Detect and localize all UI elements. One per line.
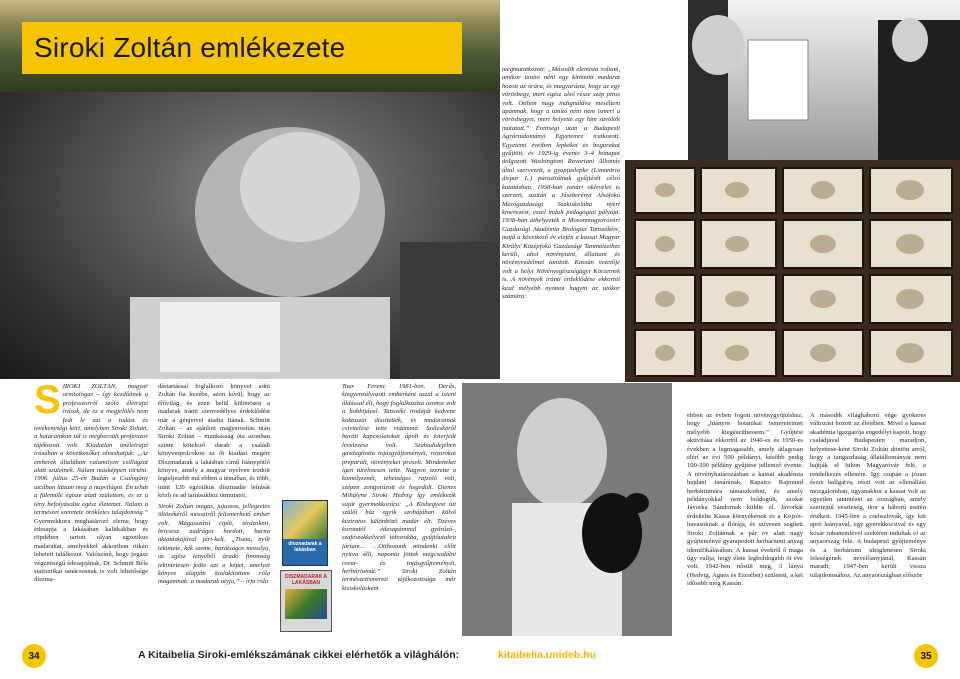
book-cover-1-art [283, 501, 327, 539]
book-cover-1-title: dioznadarak a lakásban [288, 541, 322, 553]
man-with-bird-art [462, 383, 672, 636]
drop-cap: S [34, 383, 61, 422]
text-column-1 [34, 383, 148, 636]
hero-photo-drawing [0, 92, 500, 379]
col1-quote: „Az emberek általában valamilyen csillagzat alatt születnek. Nálam másképpen történt. 1906. július 25-én Budán a Csalogány utcában láttam meg a napvilágot. Én tehát a fülemüle égisze alatt születtem, és ez a tény befolyásolta egész életemet. Nálam a természet szeretete örökletes tulajdonság.” [34, 450, 148, 517]
egg-collection-photo [625, 160, 960, 382]
page-number-left: 34 [22, 644, 46, 668]
exhibit-photo-art [688, 0, 960, 160]
col3-paragraph: Taar Ferenc 1981-ben. Derűs, kiegyensúlyozott emberként azzal a isteni áldással élt, hogy foglalkozása azonos volt a hobbijával. Tanszéki irodáját kedvenc kaktuszai díszítették, és madarainak csivitelése tette vidámmá. Szélesköről baráti kapcsolatokat ápolt és kiterjedt levelezése volt. Szabadidejében gazdagította tojásgyűjteményét, rovarokat preparált, növényeket préselt. Mindeneket ígen türelmesen tette. Nagyon szerette a komolyzenét, tehetséges rajzoló volt, szépen zongorázott és hegedült. Dienes Mihályné Siroki Hedvig így emlékezik saját gyermekkorára: „A Kishegyest üti szülői ház egyik szobájában külső kéziratos különböző madár élt. Tizéves koromtól édesapámmal gyűrűző-, szafészekkelyező táborokba, gyűjtőutakra jártam… …Otthonunk mindenki előtt nyitva állt, napontа jöttek megcsodálni rovar- és tojásgyűjteményét, herbáriumát.” Siroki Zoltán természetismereti tájékozottsága már kisiskolásként [342, 383, 456, 592]
book-cover-2-art [285, 589, 327, 619]
book-cover-2 [280, 570, 332, 632]
footer-url-link[interactable]: kitaibelia.unideb.hu [498, 649, 597, 661]
col5-paragraph: A második világháború vége gyökeres változást hozott az életében. Mivel a kassai akadémia igazgatója engedélyt kapott, hogy családjával Budapesten maradjon, helyettese-ként Siroki Zoltán döntött arról, hogy a tangazdaság állatállományát nem hajtják el bihon Magyaróvár felé, a rendelkezés ellenére. Így csupán a józan észre hallgatva, részt vett az ellenállási mozgalomban, ugyanakkor a kassai volt az egyetlen tanintézet az országban, amely szerteдúl veszteség, ikor a háború esetén értékeit. 1945-ben a csehszlovák, így két aprό leányaval, egy gyerekkocsival és egy kosár rubanemlével szekéren indultak el az anyaország felé. A budapesti gyűjteménye és a herbárium ideiglenesen Siroki feleségének nevelőanyjánál, Kassán maradt, 1947-ben került vissza tulajdonosához. Az anyaországban először [810, 412, 926, 579]
title-bar [22, 22, 462, 74]
book-cover-2-title: DISZMADARAK A LAKÁSBAN [284, 574, 328, 586]
text-column-3 [342, 383, 456, 636]
col2-paragraph: dártartással foglalkozó könyvet adni Zoltán fia kezébe, azon kívül, hogy az élővilág, és ezen belül különösen a madarak iránti szenvedélyes érdeklődést már a génjeivel átadta fiának. Schmitt Zoltán – az ajánlott magyarosítás után Siroki Zoltán – munkásság óta azonban szinte kötelező darab a családi könyvespolcokon az őt kiadást megért Díszmadarak a lakásban című hiánypótló könyve, amely a magyar nyelven irodott legteljesebb mű ebben a témában, és több, mint 120 egzotikus díszmadár leírását közli és ad tartásukhoz útmutatót. [158, 383, 270, 500]
col2-paragraph-b: Siroki Zoltán magas, jujuszos, jellegzetes öltözékéről messziről felismerhető ember volt. Magasszárú cipőt, térdzoknit, bricsesz nadrágot hordott, barna aktatáskájával járt-kelt. „Tiszta, nyílt tekintete, kék szeme, barátságos mosolya, az egész lényéből áradó finomság tekintetesen fedte azt a képet, amelyet könyve alapján kialakítottam róla magamnak: a madarak atyja,” – írja róla [158, 502, 270, 586]
hero-photo-art [0, 92, 500, 379]
page-title: Siroki Zoltán emlékezete [34, 32, 346, 63]
col4-paragraph: ebben az évben fogott növénygyűjtéshez, hogy „hiányos botanikai ismereteimet mélyebb kiegészíthessem.” Gyűjtési aktivitása ekkortól az 1940-es és 1950-es években a legmagasabb, amely átlagosan elérí az évi 500 példányt, később pedig 100-200 példány gyűjtése jellemző évente. A növényhatározásban a kassai akadémia hajdani tanárának, Rapaics Rajmund herbáriumára támaszkodott, és amely példányokkal nem boldogult, azokat Jávorka Sándornak küldte el. Jávorkát érdekelte Kassa környékének és a Kojsói-havasoknak a flórája, és szívesen segített Siroki Zoltánnak a pár év alatt nagy gyűjteményé gyarapodott herbáriumi anyag identifikálásában. A kassai évekről ő maga úgy vallja, hogy élete legboldogabb öt éve volt. 1942-ben nősült meg, 3 lánya (Hedvig, Ágnes és Erzsébet) született, a két idősebb még Kassán. [687, 412, 803, 588]
footer [0, 636, 960, 679]
paragraph-top-right: megmutatkozott: „Második elemista voltam, amikor tanító néni egy kitömött madarat hozott az órára, és magyarázta, hogy az egy vörösbegy, mert egész alsó része szép piros volt. Otthon nagy indignáldva meséltem apámnak, hogy a tanító néni nem ismeri a vörösbegyet, mert helyette egy hím süvöltőt mutatott.” Érettségi után a Budapesti Agrártudományi Egyetemre iratkozott. Egyetemi éveiben lepkéket és bogarakat gyűjtött, és 1929-ig évente 3–4 hónapot dolgozott Washingtoni Rovartani Állomás által szervezett, a gyapjaslepke (Limantria dispar L.) parazitáinak gyűjtését célzó kutatásban. 1938-ban tanári oklevelet is szerzett, azután a Jászberényi Alsófokú Mezőgazdasági Szakiskolába nyert kinevezést, ezzel indult pedagógiai pályája. 1938-ban áthelyezték a Mosonmagyaróvári Gazdasági Akadémia Biológiai Tanszékére, majd a következő év elején a kassai Magyar Királyi Középfokú Gazdasági Tanintézethez került, ahol növénytant, állattant és növényvédelmet tanított. Kassán vezetője volt a helyi Növényegészségügyi Körzetnek is. A növények iránti érdeklődése ekkortól kezd mélyebb nyomot hagyni az utókor számára: [502, 66, 620, 300]
col1-rest: Gyermekkora meghatározó eleme, hogy édesapja a lakásában kalitkákban és röpdében tartott olyan egzotikus madarakat, amelyekkel akkoriban ritkán lehetett találkozni. Valószínű, hogy jogász végzettségű édesapjának, Dr. Schmitt Béla statisztikai tanácsosnak is volt lehetősége díszma- [34, 517, 148, 584]
egg-collection-art [625, 160, 960, 382]
footer-text: A Kitaibelia Siroki-emlékszámának cikkei elérhetők a világhálón: [138, 649, 460, 661]
col1-lead: IROKI ZOLTÁN, magyar ornitológus – így kezdődnek a professzorról szóló életrajzi írások, de ez a megjelölés nem fedi le azt a tudást és tevékenységi kört, amelyben Siroki Zoltán, a határainkon túl is megbecsült professzor tájékozott volt. Kiadatlan önéletrajzi írásában a következőket olvashatjuk: [34, 383, 148, 458]
text-column-4 [687, 412, 803, 636]
exhibit-photo [688, 0, 960, 160]
book-cover-1 [282, 500, 328, 566]
text-column-5 [810, 412, 926, 636]
page-number-right: 35 [914, 644, 938, 668]
text-column-top-right [502, 66, 620, 371]
text-column-2 [158, 383, 270, 636]
man-with-bird-photo [462, 383, 672, 636]
